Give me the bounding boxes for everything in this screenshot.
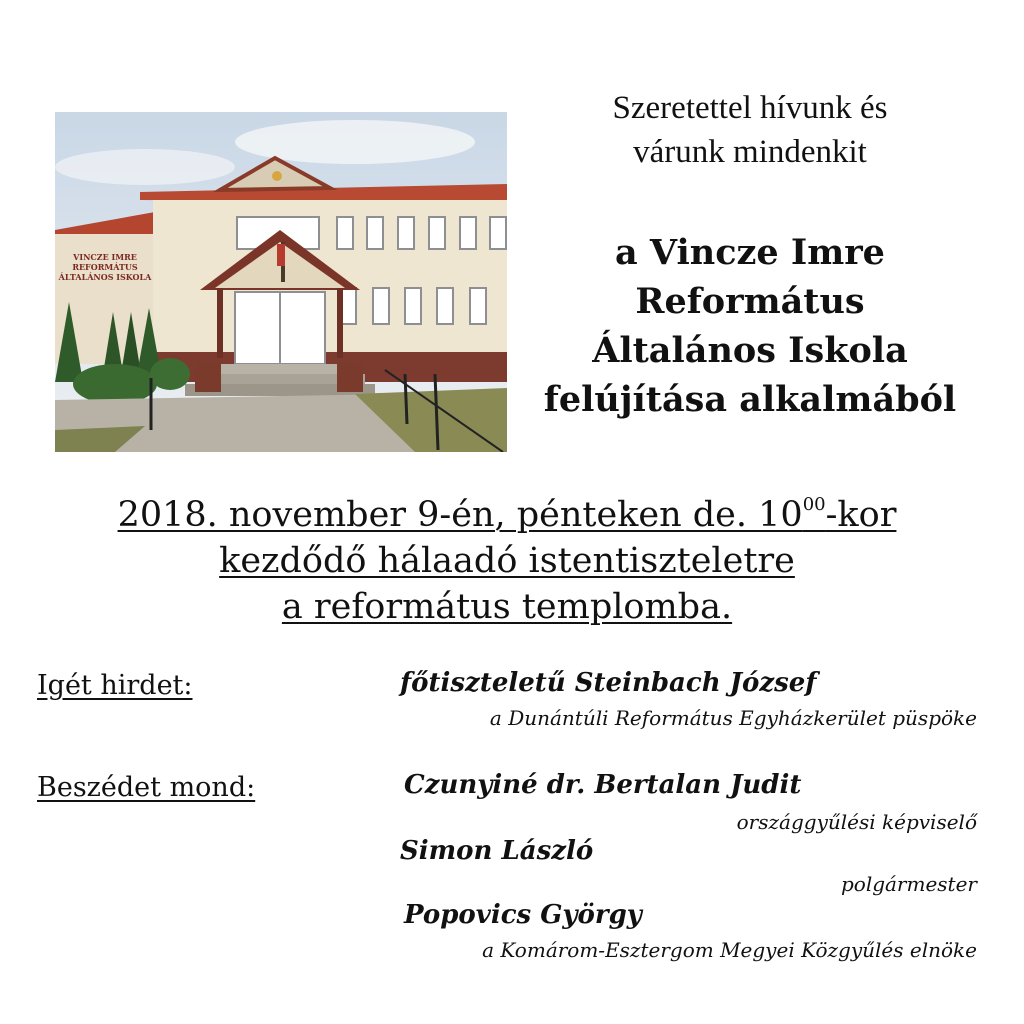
event-time-minutes: 00 — [802, 494, 826, 515]
school-occasion — [520, 228, 980, 424]
preacher-label: Igét hirdet: — [37, 670, 193, 701]
event-date-line — [118, 495, 897, 535]
intro-line: várunk mindenkit — [633, 134, 867, 170]
speaker-role: országgyűlési képviselő — [736, 810, 977, 834]
event-service-line: kezdődő hálaadó istentiszteletre — [219, 541, 795, 581]
event-date-text: 2018. november 9-én, pénteken de. 10 — [117, 495, 803, 535]
speaker-name: Czunyiné dr. Bertalan Judit — [404, 770, 802, 800]
event-time-suffix: -kor — [825, 495, 897, 535]
preacher-name: főtiszteletű Steinbach József — [400, 668, 817, 698]
preacher-role: a Dunántúli Református Egyházkerület püspöke — [489, 706, 977, 730]
speaker-role: a Komárom-Esztergom Megyei Közgyűlés elnöke — [482, 938, 977, 962]
speakers-label: Beszédet mond: — [37, 772, 256, 803]
speaker-name: Popovics György — [404, 900, 642, 930]
invitation-intro — [520, 86, 980, 174]
event-details — [0, 492, 1014, 630]
speaker-role: polgármester — [840, 872, 977, 896]
sign-text-1: VINCZE IMRE — [73, 252, 137, 262]
school-line: Általános Iskola — [592, 330, 908, 371]
school-line: a Vincze Imre — [615, 232, 885, 273]
school-line: Református — [635, 281, 865, 322]
school-line: felújítása alkalmából — [543, 379, 957, 420]
sign-text-2: REFORMÁTUS — [72, 262, 138, 272]
intro-line: Szeretettel hívunk és — [612, 90, 888, 126]
event-location-line: a református templomba. — [281, 587, 733, 627]
sign-text-3: ÁLTALÁNOS ISKOLA — [58, 272, 152, 282]
speaker-name: Simon László — [400, 836, 594, 866]
school-building-photo — [55, 112, 507, 452]
